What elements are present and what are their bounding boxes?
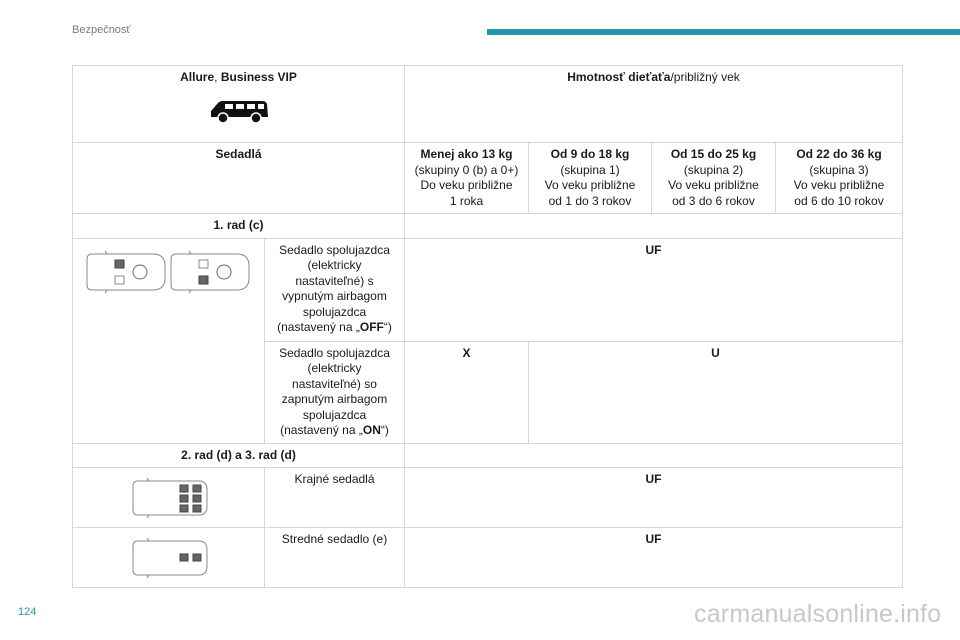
version-allure: Allure (180, 70, 215, 84)
seats-header: Sedadlá (73, 143, 405, 214)
car-outer-seats-diagram (127, 478, 211, 518)
table-row (73, 143, 903, 214)
watermark: carmanualsonline.info (694, 600, 942, 628)
child-seat-table (72, 65, 903, 588)
version-business-vip: Business VIP (220, 70, 297, 84)
row23-title: 2. rad (d) a 3. rad (d) (73, 443, 405, 468)
middle-seat-value: UF (405, 528, 903, 588)
table-row (73, 528, 903, 588)
row1-title: 1. rad (c) (73, 214, 405, 239)
group-3-cell: Od 22 do 36 kg (skupina 3) Vo veku približne od 6 do 10 rokov (776, 143, 903, 214)
versions-cell: Allure, Business VIP (73, 66, 405, 143)
table-row (73, 443, 903, 468)
car-front-seat-diagram (83, 249, 255, 295)
airbag-on-value-group0: X (405, 341, 529, 443)
middle-seat-label: Stredné sedadlo (e) (265, 528, 405, 588)
airbag-off-value: UF (405, 238, 903, 341)
airbag-off-label: Sedadlo spolujazdca (elektricky nastaviteľné) s vypnutým airbagom spolujazdca (nastavený na „OFF“) (265, 238, 405, 341)
table-row (73, 468, 903, 528)
group-2-cell: Od 15 do 25 kg (skupina 2) Vo veku približne od 3 do 6 rokov (652, 143, 776, 214)
section-title: Bezpečnosť (72, 24, 131, 36)
group-1-cell: Od 9 do 18 kg (skupina 1) Vo veku približne od 1 do 3 rokov (529, 143, 652, 214)
airbag-on-value-rest: U (529, 341, 903, 443)
page-number: 124 (18, 606, 37, 618)
outer-seats-label: Krajné sedadlá (265, 468, 405, 528)
group-0-cell: Menej ako 13 kg (skupiny 0 (b) a 0+) Do veku približne 1 roka (405, 143, 529, 214)
car-middle-seat-diagram (127, 538, 211, 578)
header-accent-bar (487, 29, 960, 35)
van-icon (208, 98, 270, 124)
weight-header: Hmotnosť dieťaťa/približný vek (405, 66, 903, 143)
outer-seats-value: UF (405, 468, 903, 528)
table-row (73, 238, 903, 341)
front-seat-diagram-cell (73, 238, 265, 443)
outer-seats-diagram-cell (73, 468, 265, 528)
airbag-on-label: Sedadlo spolujazdca (elektricky nastaviteľné) so zapnutým airbagom spolujazdca (nastavený na „ON“) (265, 341, 405, 443)
middle-seat-diagram-cell (73, 528, 265, 588)
table-row (73, 214, 903, 239)
table-row (73, 66, 903, 143)
